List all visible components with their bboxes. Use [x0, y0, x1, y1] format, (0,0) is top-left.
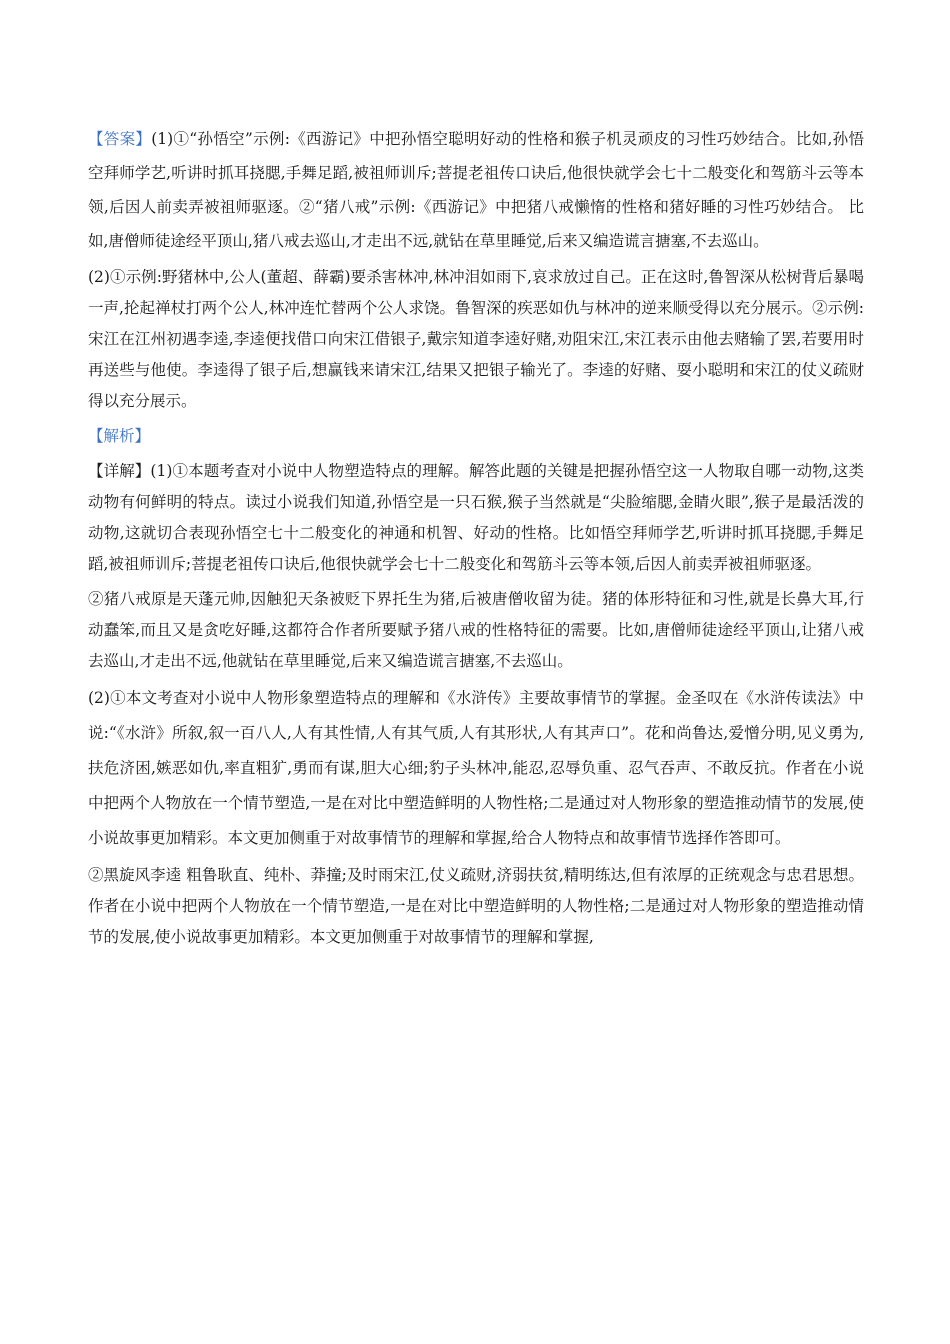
document-page [88, 122, 864, 957]
analysis-paragraph-4 [88, 860, 864, 953]
analysis-paragraph-1 [88, 456, 864, 580]
answer-text-2: (2)①示例:野猪林中,公人(董超、薛霸)要杀害林冲,林冲泪如雨下,哀求放过自己。正在这时,鲁智深从松树背后暴喝一声,抡起禅杖打两个公人,林冲连忙替两个公人求饶。鲁智深的疾恶如仇与林冲的逆来顺受得以充分展示。②示例:宋江在江州初遇李逵,李逵便找借口向宋江借银子,戴宗知道李逵好赌,劝阻宋江,宋江表示由他去赌输了罢,若要用时再送些与他使。李逵得了银子后,想赢钱来请宋江,结果又把银子输光了。李逵的好赌、耍小聪明和宋江的仗义疏财得以充分展示。 [88, 268, 864, 410]
analysis-text-1: (1)①本题考查对小说中人物塑造特点的理解。解答此题的关键是把握孙悟空这一人物取自哪一动物,这类动物有何鲜明的特点。读过小说我们知道,孙悟空是一只石猴,猴子当然就是“尖脸缩腮,金睛火眼”,猴子是最活泼的动物,这就切合表现孙悟空七十二般变化的神通和机智、好动的性格。比如悟空拜师学艺,听讲时抓耳挠腮,手舞足蹈,被祖师训斥;菩提老祖传口诀后,他很快就学会七十二般变化和驾筋斗云等本领,后因人前卖弄被祖师驱逐。 [88, 462, 864, 573]
answer-text-1: (1)①“孙悟空”示例:《西游记》中把孙悟空聪明好动的性格和猴子机灵顽皮的习性巧妙结合。比如,孙悟空拜师学艺,听讲时抓耳挠腮,手舞足蹈,被祖师训斥;菩提老祖传口诀后,他很快就学会七十二般变化和驾筋斗云等本领,后因人前卖弄被祖师驱逐。②“猪八戒”示例:《西游记》中把猪八戒懒惰的性格和猪好睡的习性巧妙结合。 比如,唐僧师徒途经平顶山,猪八戒去巡山,才走出不远,就钻在草里睡觉,后来又编造谎言搪塞,不去巡山。 [88, 130, 864, 250]
answer-label: 【答案】 [88, 130, 152, 148]
analysis-text-3: (2)①本文考查对小说中人物形象塑造特点的理解和《水浒传》主要故事情节的掌握。金圣叹在《水浒传读法》中说:“《水浒》所叙,叙一百八人,人有其性情,人有其气质,人有其形状,人有其声口”。花和尚鲁达,爱憎分明,见义勇为,扶危济困,嫉恶如仇,率直粗犷,勇而有谋,胆大心细;豹子头林冲,能忍,忍辱负重、忍气吞声、不敢反抗。作者在小说中把两个人物放在一个情节塑造,一是在对比中塑造鲜明的人物性格;二是通过对人物形象的塑造推动情节的发展,使小说故事更加精彩。本文更加侧重于对故事情节的理解和掌握,给合人物特点和故事情节选择作答即可。 [88, 689, 864, 847]
answer-paragraph-1 [88, 122, 864, 258]
analysis-text-2: ②猪八戒原是天蓬元帅,因触犯天条被贬下界托生为猪,后被唐僧收留为徒。猪的体形特征和习性,就是长鼻大耳,行动蠢笨,而且又是贪吃好睡,这都符合作者所要赋予猪八戒的性格特征的需要。比如,唐僧师徒途经平顶山,让猪八戒去巡山,才走出不远,他就钻在草里睡觉,后来又编造谎言搪塞,不去巡山。 [88, 590, 864, 670]
analysis-label: 【解析】 [88, 427, 151, 445]
analysis-paragraph-2 [88, 584, 864, 677]
detail-label: 【详解】 [88, 462, 151, 480]
analysis-heading [88, 421, 864, 452]
analysis-paragraph-3 [88, 681, 864, 856]
answer-paragraph-2 [88, 262, 864, 417]
analysis-text-4: ②黑旋风李逵 粗鲁耿直、纯朴、莽撞;及时雨宋江,仗义疏财,济弱扶贫,精明练达,但有浓厚的正统观念与忠君思想。作者在小说中把两个人物放在一个情节塑造,一是在对比中塑造鲜明的人物性格;二是通过对人物形象的塑造推动情节的发展,使小说故事更加精彩。本文更加侧重于对故事情节的理解和掌握, [88, 866, 864, 946]
